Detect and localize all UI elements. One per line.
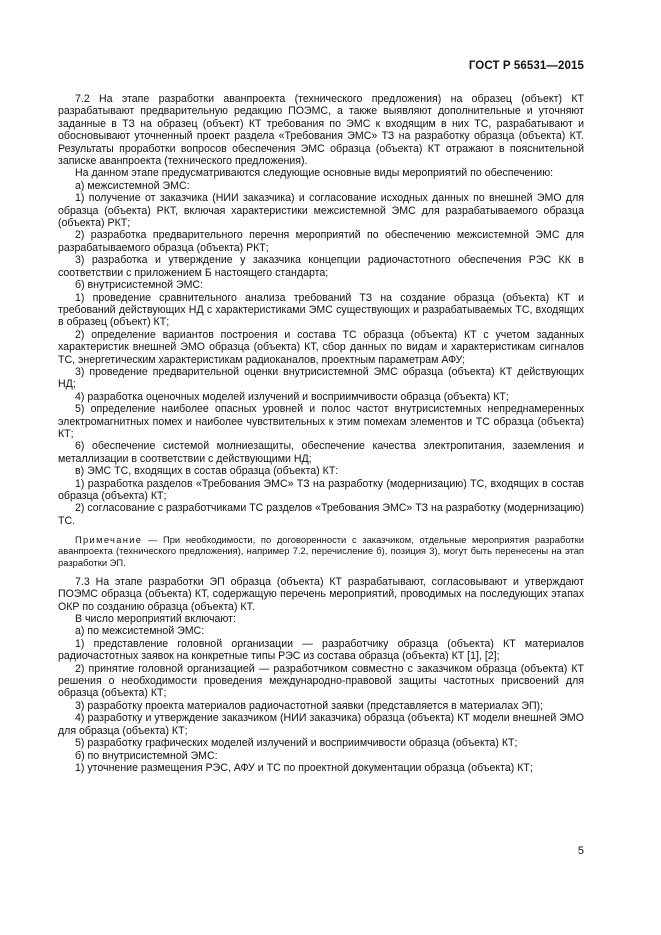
paragraph: 1) разработка разделов «Требования ЭМС» ТЗ на разработку (модернизацию) ТС, входящих в состав образца (объекта) КТ;	[58, 477, 584, 502]
paragraph: 4) разработка оценочных моделей излучений и восприимчивости образца (объекта) КТ;	[75, 390, 509, 403]
paragraph: 6) обеспечение системой молниезащиты, обеспечение качества электропитания, заземления и металлизации в соответствии с действующими НД;	[58, 440, 584, 465]
paragraph: а) межсистемной ЭМС:	[75, 179, 190, 192]
paragraph: 3) проведение предварительной оценки внутрисистемной ЭМС образца (объекта) КТ действующих НД;	[58, 365, 584, 391]
paragraph: 2) принятие головной организацией — разработчиком совместно с заказчиком образца (объекта) КТ решения о необходимости проведения международно-правовой защиты частотных присвоений для образца (объекта) КТ;	[58, 662, 584, 700]
paragraph: 3) разработку проекта материалов радиочастотной заявки (представляется в материалах ЭП);	[75, 699, 544, 712]
note-label: Примечание	[75, 534, 143, 546]
section-7-2	[58, 93, 584, 527]
paragraph: 2) разработка предварительного перечня мероприятий по обеспечению межсистемной ЭМС для разрабатываемого образца (объекта) РКТ;	[58, 229, 584, 254]
paragraph: 7.2 На этапе разработки аванпроекта (технического предложения) на образец (объект) КТ разрабатывают предварительную редакцию ПОЭМС, а также выявляют дополнительные и уточняют заданные в ТЗ на образец (объект) КТ требования по ЭМС к входящим в них ТС, разрабатывают и обосновывают уточненный проект раздела «Требования ЭМС» ТЗ на разработку образца (объекта) КТ. Результаты проработки вопросов обеспечения ЭМС образца (объекта) КТ отражают в пояснительной записке аванпроекта (технического предложения).	[58, 93, 584, 168]
paragraph: 1) проведение сравнительного анализа требований ТЗ на создание образца (объекта) КТ и требований действующих НД с характеристиками ЭМС существующих и разрабатываемых ТС, входящих в образец (объект) КТ;	[58, 291, 584, 329]
paragraph: 2) согласование с разработчиками ТС разделов «Требования ЭМС» ТЗ на разработку (модернизацию) ТС.	[58, 502, 584, 527]
paragraph: в) ЭМС ТС, входящих в состав образца (объекта) КТ:	[75, 465, 339, 478]
note-dash: —	[142, 534, 163, 546]
paragraph: На данном этапе предусматриваются следующие основные виды мероприятий по обеспечению:	[75, 167, 554, 180]
paragraph: 5) определение наиболее опасных уровней и полос частот внутрисистемных непреднамеренных электромагнитных помех и наиболее чувствительных к этим помехам элементов и ТС образца (объекта) КТ;	[58, 403, 584, 440]
page-content	[58, 93, 584, 774]
paragraph: б) по внутрисистемной ЭМС:	[75, 749, 218, 762]
paragraph: 7.3 На этапе разработки ЭП образца (объекта) КТ разрабатывают, согласовывают и утверждают ПОЭМС образца (объекта) КТ, содержащую перечень мероприятий, проводимых на последующих этапах ОКР по созданию образца (объекта) КТ.	[58, 575, 584, 613]
paragraph: а) по межсистемной ЭМС:	[75, 625, 205, 638]
paragraph: 5) разработку графических моделей излучений и восприимчивости образца (объекта) КТ;	[75, 737, 518, 750]
section-7-3	[58, 576, 584, 775]
paragraph: 2) определение вариантов построения и состава ТС образца (объекта) КТ с учетом заданных характеристик внешней ЭМО образца (объекта) КТ, сбор данных по видам и характеристикам сигналов ТС, энергетическим характеристикам радиоканалов, проектным параметрам АФУ;	[58, 328, 584, 366]
paragraph: б) внутрисистемной ЭМС:	[75, 279, 204, 292]
paragraph: 4) разработку и утверждение заказчиком (НИИ заказчика) образца (объекта) КТ модели внешней ЭМО для образца (объекта) КТ;	[58, 712, 584, 737]
paragraph: В число мероприятий включают:	[75, 613, 236, 626]
note	[58, 534, 584, 568]
paragraph: 1) представление головной организации — разработчику образца (объекта) КТ материалов радиочастотных заявок на конкретные типы РЭС из состава образца (объекта) КТ [1], [2];	[58, 637, 584, 663]
note-text: При необходимости, по договоренности с заказчиком, отдельные мероприятия разработки аванпроекта (технического предложения), например 7.2, перечисление б), позиция 3), могут быть перенесены на этап разработки ЭП.	[58, 534, 584, 568]
paragraph: 3) разработка и утверждение у заказчика концепции радиочастотного обеспечения РЭС КК в соответствии с приложением Б настоящего стандарта;	[58, 254, 584, 279]
document-code: ГОСТ Р 56531—2015	[468, 60, 584, 72]
page-number: 5	[577, 845, 584, 857]
paragraph: 1) получение от заказчика (НИИ заказчика) и согласование исходных данных по внешней ЭМО для образца (объекта) РКТ, включая характеристики межсистемной ЭМС для разрабатываемого образца (объекта) РКТ;	[58, 192, 584, 230]
paragraph: 1) уточнение размещения РЭС, АФУ и ТС по проектной документации образца (объекта) КТ;	[75, 761, 533, 774]
